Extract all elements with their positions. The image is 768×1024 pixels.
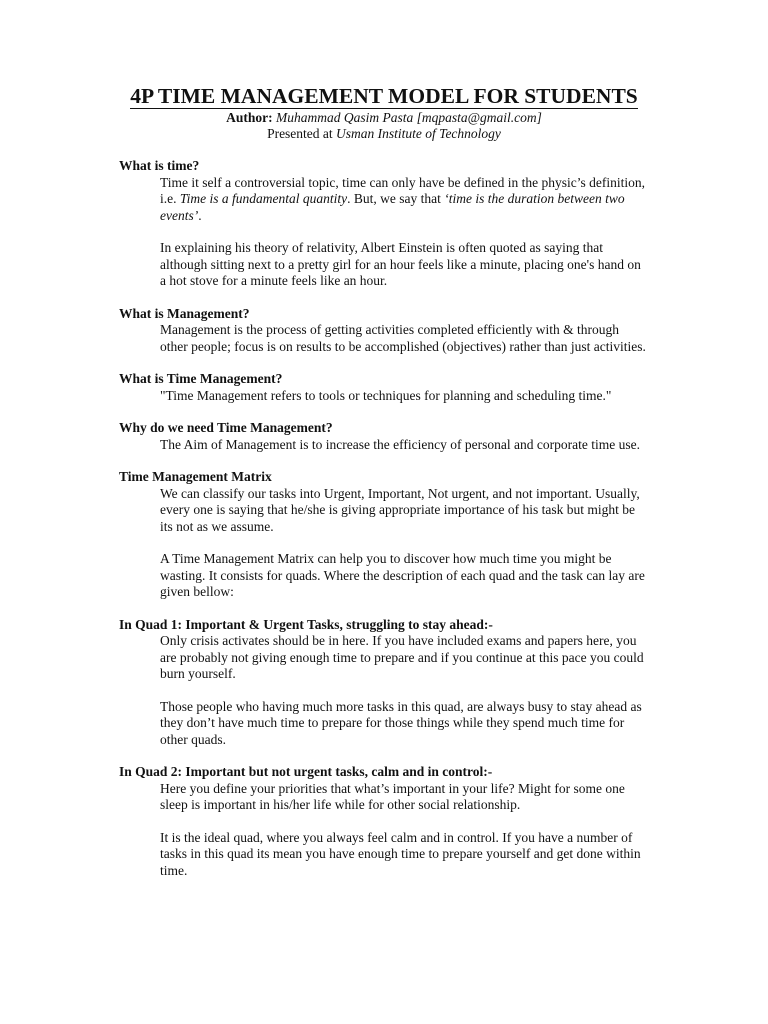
section-heading-matrix: Time Management Matrix [119, 469, 272, 484]
section-heading-management: What is Management? [119, 305, 250, 321]
time-p1-d: ‘time is the duration between two events’ [160, 191, 625, 223]
section-management-paragraph-1: Management is the process of getting activities completed efficiently with & through other people; focus is on results to be accomplished (objectives) rather than just activities. [160, 322, 646, 354]
section-need-paragraph-1: The Aim of Management is to increase the efficiency of personal and corporate time use. [160, 436, 640, 452]
document-body [119, 158, 649, 879]
author-line [0, 110, 768, 126]
time-p1-c: . But, we say that [347, 191, 445, 206]
section-heading-quad2: In Quad 2: Important but not urgent tasks, calm and in control:- [119, 764, 493, 779]
section-quad2-paragraph-2: It is the ideal quad, where you always feel calm and in control. If you have a number of tasks in this quad its mean you have enough time to prepare yourself and get done within time. [160, 829, 641, 878]
section-heading-quad1: In Quad 1: Important & Urgent Tasks, struggling to stay ahead:- [119, 616, 493, 632]
section-time-paragraph-1 [160, 175, 649, 225]
time-p1-a: Time it self a controversial topic, time can only have be defined in the physic’s definition, i.e. [160, 174, 646, 206]
time-p1-e: . [198, 207, 202, 223]
presented-value: Usman Institute of Technology [336, 126, 501, 141]
section-heading-time: What is time? [119, 158, 200, 173]
document-title [0, 84, 768, 109]
section-quad1-paragraph-2: Those people who having much more tasks in this quad, are always busy to stay ahead as they don’t have much time to prepare for those things while they spend much time for other quads. [160, 698, 642, 747]
section-quad2-paragraph-1: Here you define your priorities that what’s important in your life? Might for some one sleep is important in his/her life while for other social relationship. [160, 780, 625, 812]
section-quad1-paragraph-1: Only crisis activates should be in here. If you have included exams and papers here, you are probably not giving enough time to prepare and if you continue at this pace you could burn yourself. [160, 633, 644, 681]
presented-label: Presented at [267, 126, 333, 141]
section-time-management-paragraph-1: "Time Management refers to tools or techniques for planning and scheduling time." [160, 387, 612, 403]
section-heading-time-management: What is Time Management? [119, 371, 283, 386]
section-time-paragraph-2: In explaining his theory of relativity, Albert Einstein is often quoted as saying that although sitting next to a pretty girl for an hour feels like a minute, placing one's hand on a hot stove for a minute feels like an hour. [160, 240, 641, 288]
presented-line [0, 126, 768, 142]
time-p1-b: Time is a fundamental quantity [179, 191, 348, 206]
author-label: Author: [226, 110, 273, 125]
section-matrix-paragraph-2: A Time Management Matrix can help you to discover how much time you might be wasting. It consists for quads. Where the description of each quad and the task can lay are given bellow: [160, 551, 645, 599]
document-title-text: 4P TIME MANAGEMENT MODEL FOR STUDENTS [130, 84, 638, 108]
section-heading-need: Why do we need Time Management? [119, 420, 333, 435]
section-matrix-paragraph-1: We can classify our tasks into Urgent, Important, Not urgent, and not important. Usually, every one is saying that he/she is giving appropriate importance of his task but might be its not as we assume. [160, 485, 640, 534]
author-value: Muhammad Qasim Pasta [mqpasta@gmail.com] [275, 110, 542, 125]
